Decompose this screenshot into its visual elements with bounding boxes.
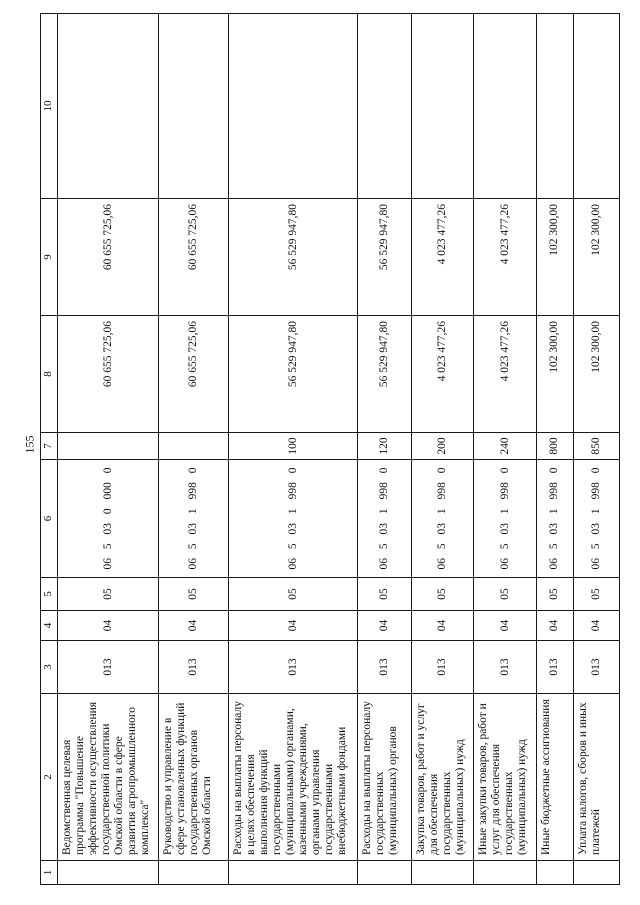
subsection-code-cell: 05: [159, 578, 229, 611]
header-cell: 1: [41, 861, 58, 885]
table-row: [159, 14, 229, 885]
target-article-code: [436, 460, 449, 577]
header-cell: 4: [41, 611, 58, 641]
header-row: [41, 14, 58, 885]
table-row: [57, 14, 159, 885]
code-part: 06: [286, 558, 299, 570]
item-name-cell: Расходы на выплаты персоналу государственных (муниципальных) органов: [358, 694, 412, 861]
code-part: 000: [101, 482, 114, 500]
code-part: 03: [590, 522, 603, 535]
target-article-cell: [474, 460, 536, 578]
code-part: 998: [590, 482, 603, 500]
section-code-cell: 04: [474, 611, 536, 641]
amount-col9-cell: 60 655 725,06: [159, 199, 229, 316]
subsection-code-cell: 05: [574, 578, 620, 611]
target-article-cell: [358, 460, 412, 578]
subsection-code-cell: 05: [474, 578, 536, 611]
section-code-cell: 04: [57, 611, 159, 641]
expense-type-cell: 200: [412, 433, 474, 460]
section-code-cell: 04: [358, 611, 412, 641]
item-name-cell: Иные закупки товаров, работ и услуг для обеспечения государственных (муниципальных) нужд: [474, 694, 536, 861]
code-part: 03: [286, 522, 299, 535]
code-part: 1: [436, 508, 449, 515]
code-part: 5: [101, 543, 114, 550]
code-part: 0: [101, 467, 114, 474]
code-part: 06: [590, 558, 603, 570]
target-article-cell: [412, 460, 474, 578]
section-code-cell: 04: [159, 611, 229, 641]
amount-col8-cell: 102 300,00: [574, 316, 620, 433]
section-code-cell: 04: [574, 611, 620, 641]
amount-col9-cell: 102 300,00: [536, 199, 573, 316]
code-part: 1: [548, 508, 561, 515]
code-part: 0: [436, 467, 449, 474]
code-part: 0: [498, 467, 511, 474]
code-part: 998: [548, 482, 561, 500]
row-number-cell: [57, 861, 159, 885]
table-row: [358, 14, 412, 885]
amount-col8-cell: 102 300,00: [536, 316, 573, 433]
code-part: 5: [498, 543, 511, 550]
header-cell: 7: [41, 433, 58, 460]
code-part: 03: [378, 522, 391, 535]
header-cell: 3: [41, 641, 58, 694]
code-part: 5: [187, 543, 200, 550]
row-number-cell: [536, 861, 573, 885]
section-code-cell: 04: [536, 611, 573, 641]
expense-type-cell: 100: [229, 433, 358, 460]
target-article-code: [590, 460, 603, 577]
expense-type-cell: 240: [474, 433, 536, 460]
code-part: 998: [436, 482, 449, 500]
subsection-code-cell: 05: [412, 578, 474, 611]
expense-type-cell: 850: [574, 433, 620, 460]
target-article-cell: [229, 460, 358, 578]
amount-col10-cell: [229, 14, 358, 199]
code-part: 06: [101, 558, 114, 570]
target-article-cell: [57, 460, 159, 578]
code-part: 03: [436, 522, 449, 535]
code-part: 06: [187, 558, 200, 570]
row-number-cell: [412, 861, 474, 885]
row-number-cell: [358, 861, 412, 885]
code-part: 0: [286, 467, 299, 474]
item-name-cell: Уплата налогов, сборов и иных платежей: [574, 694, 620, 861]
code-part: 03: [548, 522, 561, 535]
ministry-code-cell: 013: [159, 641, 229, 694]
code-part: 1: [590, 508, 603, 515]
item-name-cell: Руководство и управление в сфере установленных функций государственных органов Омской области: [159, 694, 229, 861]
code-part: 0: [590, 467, 603, 474]
code-part: 1: [378, 508, 391, 515]
code-part: 03: [498, 522, 511, 535]
ministry-code-cell: 013: [57, 641, 159, 694]
header-cell: 8: [41, 316, 58, 433]
code-part: 998: [187, 482, 200, 500]
amount-col10-cell: [57, 14, 159, 199]
amount-col9-cell: 56 529 947,80: [229, 199, 358, 316]
section-code-cell: 04: [229, 611, 358, 641]
subsection-code-cell: 05: [229, 578, 358, 611]
table-row: [574, 14, 620, 885]
ministry-code-cell: 013: [574, 641, 620, 694]
code-part: 5: [286, 543, 299, 550]
table-row: [536, 14, 573, 885]
code-part: 998: [378, 482, 391, 500]
code-part: 0: [548, 467, 561, 474]
code-part: 5: [548, 543, 561, 550]
code-part: 998: [286, 482, 299, 500]
header-cell: 9: [41, 199, 58, 316]
target-article-code: [102, 460, 115, 577]
amount-col10-cell: [536, 14, 573, 199]
row-number-cell: [474, 861, 536, 885]
ministry-code-cell: 013: [474, 641, 536, 694]
code-part: 06: [498, 558, 511, 570]
amount-col8-cell: 4 023 477,26: [412, 316, 474, 433]
subsection-code-cell: 05: [536, 578, 573, 611]
amount-col9-cell: 4 023 477,26: [412, 199, 474, 316]
code-part: 06: [378, 558, 391, 570]
page-number: 155: [22, 435, 37, 454]
target-article-cell: [159, 460, 229, 578]
amount-col9-cell: 4 023 477,26: [474, 199, 536, 316]
amount-col10-cell: [159, 14, 229, 199]
amount-col9-cell: 56 529 947,80: [358, 199, 412, 316]
budget-table: [40, 13, 620, 885]
expense-type-cell: 120: [358, 433, 412, 460]
code-part: 03: [101, 522, 114, 535]
rotated-page: [40, 14, 620, 885]
header-cell: 5: [41, 578, 58, 611]
item-name-cell: Расходы на выплаты персоналу в целях обеспечения выполнения функций государственными (муниципальными) органами, казенными учреждениями, органами управления государственными внебюджетными фондами: [229, 694, 358, 861]
item-name-cell: Закупка товаров, работ и услуг для обеспечения государственных (муниципальных) нужд: [412, 694, 474, 861]
amount-col9-cell: 102 300,00: [574, 199, 620, 316]
target-article-code: [499, 460, 512, 577]
amount-col8-cell: 4 023 477,26: [474, 316, 536, 433]
code-part: 1: [187, 508, 200, 515]
target-article-cell: [574, 460, 620, 578]
code-part: 06: [548, 558, 561, 570]
row-number-cell: [229, 861, 358, 885]
item-name-cell: Иные бюджетные ассигнования: [536, 694, 573, 861]
code-part: 998: [498, 482, 511, 500]
table-row: [412, 14, 474, 885]
table-body: [41, 14, 620, 885]
target-article-code: [187, 460, 200, 577]
target-article-code: [548, 460, 561, 577]
amount-col8-cell: 60 655 725,06: [159, 316, 229, 433]
row-number-cell: [159, 861, 229, 885]
header-cell: 10: [41, 14, 58, 199]
code-part: 0: [187, 467, 200, 474]
code-part: 0: [378, 467, 391, 474]
target-article-cell: [536, 460, 573, 578]
section-code-cell: 04: [412, 611, 474, 641]
row-number-cell: [574, 861, 620, 885]
amount-col10-cell: [412, 14, 474, 199]
amount-col8-cell: 56 529 947,80: [229, 316, 358, 433]
code-part: 1: [498, 508, 511, 515]
amount-col10-cell: [574, 14, 620, 199]
header-cell: 2: [41, 694, 58, 861]
table-row: [474, 14, 536, 885]
amount-col10-cell: [474, 14, 536, 199]
amount-col8-cell: 60 655 725,06: [57, 316, 159, 433]
ministry-code-cell: 013: [358, 641, 412, 694]
header-cell: 6: [41, 460, 58, 578]
amount-col8-cell: 56 529 947,80: [358, 316, 412, 433]
code-part: 5: [436, 543, 449, 550]
item-name-cell: Ведомственная целевая программа "Повышение эффективности осуществления государственной политики Омской области в сфере развития агропромышленного комплекса": [57, 694, 159, 861]
expense-type-cell: 800: [536, 433, 573, 460]
expense-type-cell: [159, 433, 229, 460]
code-part: 5: [378, 543, 391, 550]
ministry-code-cell: 013: [412, 641, 474, 694]
code-part: 06: [436, 558, 449, 570]
code-part: 03: [187, 522, 200, 535]
code-part: 0: [101, 508, 114, 515]
amount-col9-cell: 60 655 725,06: [57, 199, 159, 316]
amount-col10-cell: [358, 14, 412, 199]
target-article-code: [378, 460, 391, 577]
expense-type-cell: [57, 433, 159, 460]
target-article-code: [287, 460, 300, 577]
ministry-code-cell: 013: [229, 641, 358, 694]
table-row: [229, 14, 358, 885]
ministry-code-cell: 013: [536, 641, 573, 694]
code-part: 1: [286, 508, 299, 515]
subsection-code-cell: 05: [57, 578, 159, 611]
code-part: 5: [590, 543, 603, 550]
subsection-code-cell: 05: [358, 578, 412, 611]
